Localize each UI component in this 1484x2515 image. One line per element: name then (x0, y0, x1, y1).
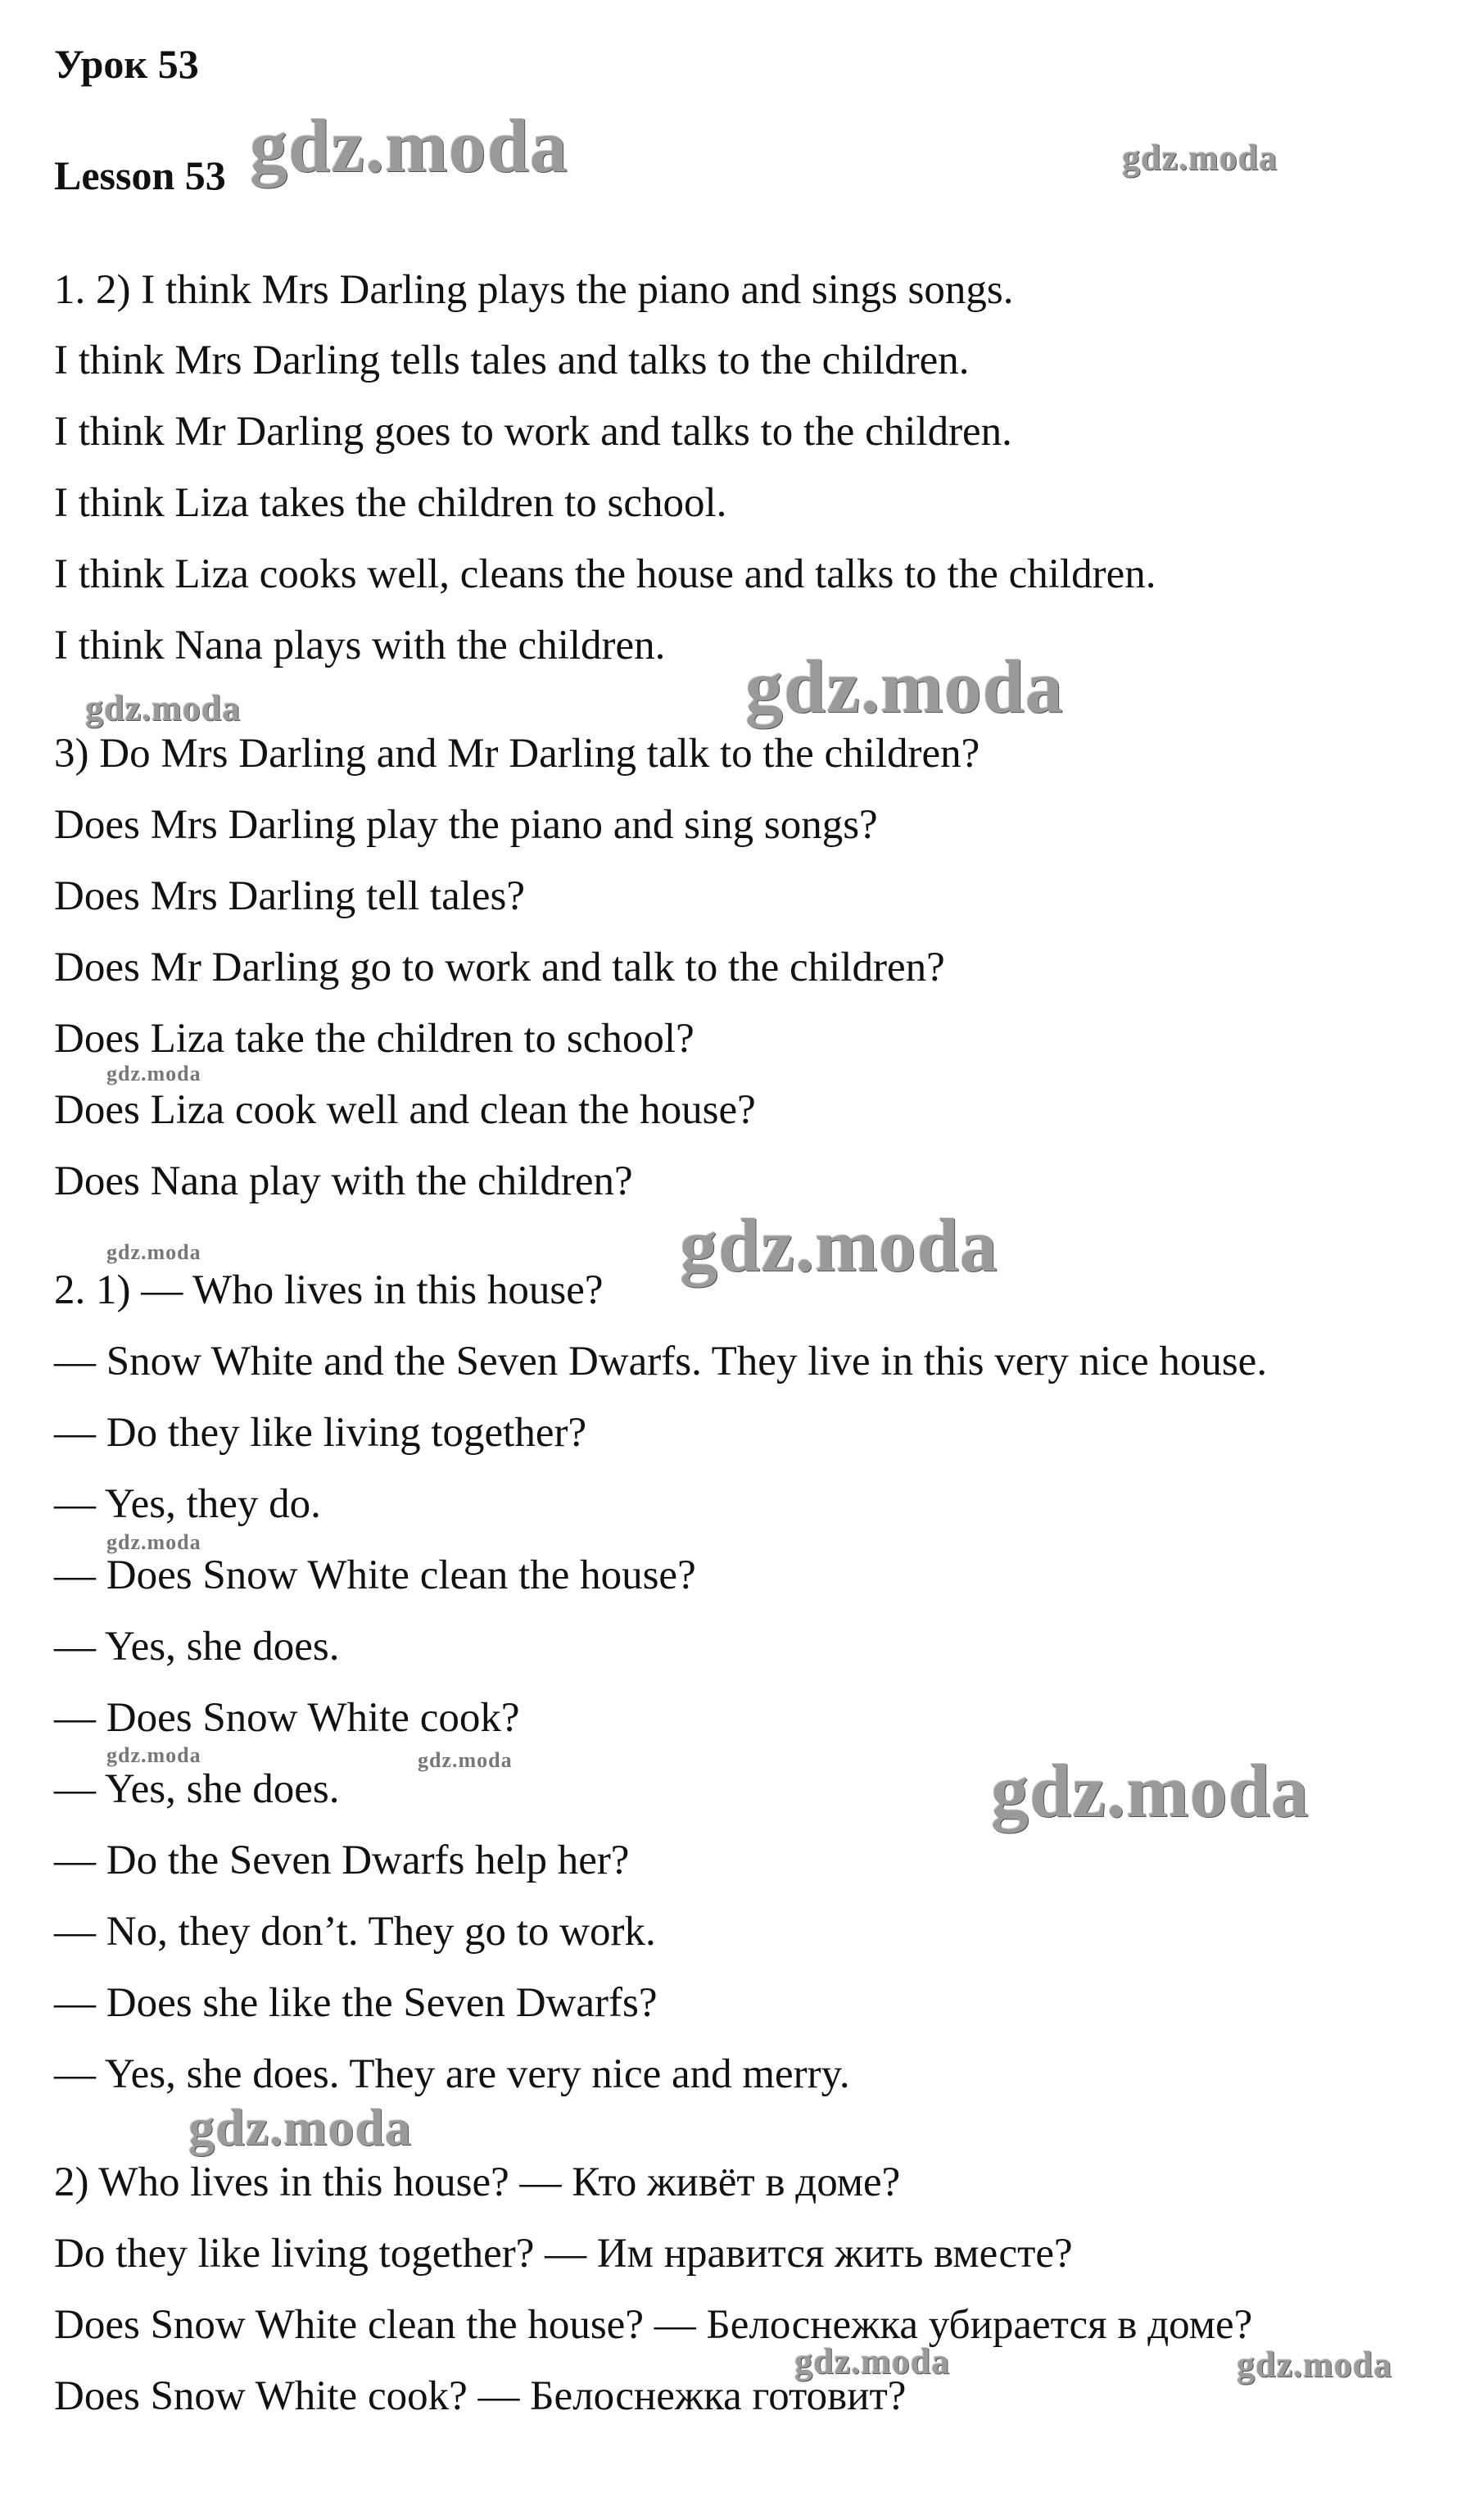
watermark: gdz.moda (680, 1203, 998, 1287)
text-line: Does Snow White cook? — Белоснежка готовит? (54, 2373, 907, 2419)
text-line: I think Nana plays with the children. (54, 623, 666, 668)
watermark: gdz.moda (250, 104, 568, 188)
text-line: — Does Snow White clean the house? (54, 1552, 696, 1598)
text-line: — Do they like living together? (54, 1410, 587, 1456)
text-line: — Do the Seven Dwarfs help her? (54, 1838, 630, 1883)
watermark: gdz.moda (106, 1062, 201, 1085)
text-line: — Yes, she does. (54, 1624, 340, 1670)
text-line: Do they like living together? — Им нравится жить вместе? (54, 2231, 1073, 2277)
text-line: — Does Snow White cook? (54, 1695, 520, 1741)
text-line: — Yes, she does. (54, 1766, 340, 1812)
watermark: gdz.moda (188, 2098, 412, 2156)
text-line: Does Mrs Darling tell tales? (54, 873, 526, 919)
watermark: gdz.moda (418, 1748, 513, 1772)
watermark: gdz.moda (106, 1743, 201, 1767)
watermark: gdz.moda (106, 1240, 201, 1264)
watermark: gdz.moda (745, 645, 1064, 728)
lesson-title-en: Lesson 53 (54, 152, 226, 198)
text-line: 1. 2) I think Mrs Darling plays the piano and sings songs. (54, 267, 1014, 313)
text-line: 2) Who lives in this house? — Кто живёт в доме? (54, 2159, 901, 2205)
lesson-title-ru: Урок 53 (54, 41, 199, 87)
text-line: Does Mr Darling go to work and talk to the children? (54, 945, 945, 990)
text-line: — Does she like the Seven Dwarfs? (54, 1980, 658, 2026)
text-line: Does Liza take the children to school? (54, 1016, 694, 1062)
text-line: Does Mrs Darling play the piano and sing songs? (54, 802, 878, 848)
text-line: — Yes, they do. (54, 1481, 321, 1527)
text-line: Does Nana play with the children? (54, 1158, 633, 1204)
watermark: gdz.moda (991, 1749, 1310, 1833)
text-line: Does Snow White clean the house? — Белоснежка убирается в доме? (54, 2302, 1253, 2348)
text-line: — Yes, she does. They are very nice and merry. (54, 2051, 850, 2097)
text-line: 2. 1) — Who lives in this house? (54, 1267, 604, 1313)
text-line: — Snow White and the Seven Dwarfs. They live in this very nice house. (54, 1339, 1268, 1384)
text-line: I think Mr Darling goes to work and talks to the children. (54, 409, 1012, 455)
watermark: gdz.moda (106, 1530, 201, 1554)
watermark: gdz.moda (85, 688, 242, 728)
text-line: I think Liza takes the children to school. (54, 480, 727, 526)
text-line: 3) Do Mrs Darling and Mr Darling talk to the children? (54, 731, 980, 777)
text-line: — No, they don’t. They go to work. (54, 1909, 656, 1955)
text-line: I think Liza cooks well, cleans the house and talks to the children. (54, 551, 1156, 597)
watermark: gdz.moda (1237, 2345, 1393, 2385)
watermark: gdz.moda (794, 2341, 951, 2381)
text-line: I think Mrs Darling tells tales and talks to the children. (54, 338, 970, 383)
watermark: gdz.moda (1122, 138, 1278, 178)
text-line: Does Liza cook well and clean the house? (54, 1087, 756, 1133)
